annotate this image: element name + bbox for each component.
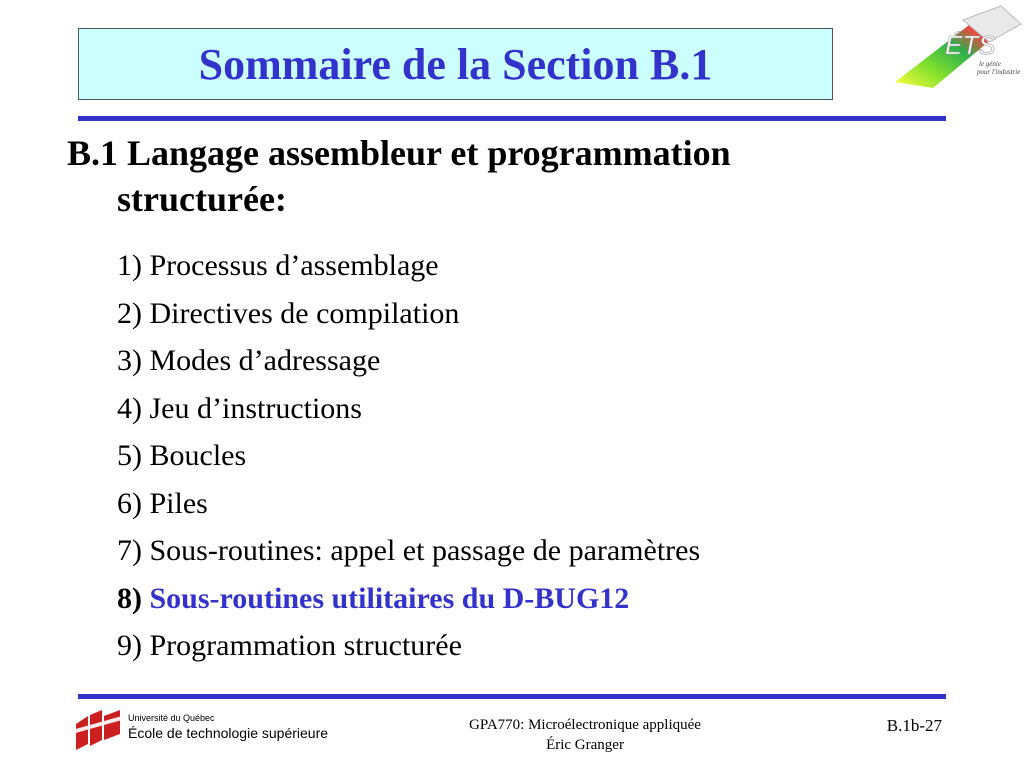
logo-tagline-1: le génie (979, 60, 1001, 68)
school-name: École de technologie supérieure (128, 725, 329, 741)
university-name: Université du Québec (128, 713, 215, 723)
list-item: 1) Processus d’assemblage (117, 249, 439, 282)
section-heading (67, 130, 967, 222)
list-item-current: 8) Sous-routines utilitaires du D-BUG12 (117, 581, 630, 615)
list-item: 3) Modes d’adressage (117, 344, 381, 377)
logo-tagline-2: pour l'industrie (977, 68, 1021, 76)
section-heading-line1: B.1 Langage assembleur et programmation (67, 133, 731, 173)
footer-course-info (420, 715, 750, 755)
list-item: 4) Jeu d’instructions (117, 391, 362, 425)
bottom-divider (78, 694, 946, 699)
title-box (78, 28, 833, 100)
topic-list (117, 242, 997, 670)
uq-text (128, 712, 328, 742)
slide-title: Sommaire de la Section B.1 (198, 40, 713, 89)
section-heading-line2: structurée: (117, 179, 287, 219)
uq-logo-icon (72, 710, 124, 750)
list-item: 9) Programmation structurée (117, 629, 462, 662)
ets-logo (893, 2, 1023, 112)
page-number: B.1b-27 (886, 716, 942, 735)
author-name: Éric Granger (546, 737, 624, 753)
list-item: 5) Boucles (117, 439, 247, 472)
list-item: 7) Sous-routines: appel et passage de paramètres (117, 534, 701, 567)
list-item: 2) Directives de compilation (117, 296, 460, 330)
course-name: GPA770: Microélectronique appliquée (469, 717, 701, 733)
top-divider (78, 116, 946, 121)
logo-letters: ÉTS (945, 30, 996, 60)
list-item: 6) Piles (117, 486, 208, 520)
